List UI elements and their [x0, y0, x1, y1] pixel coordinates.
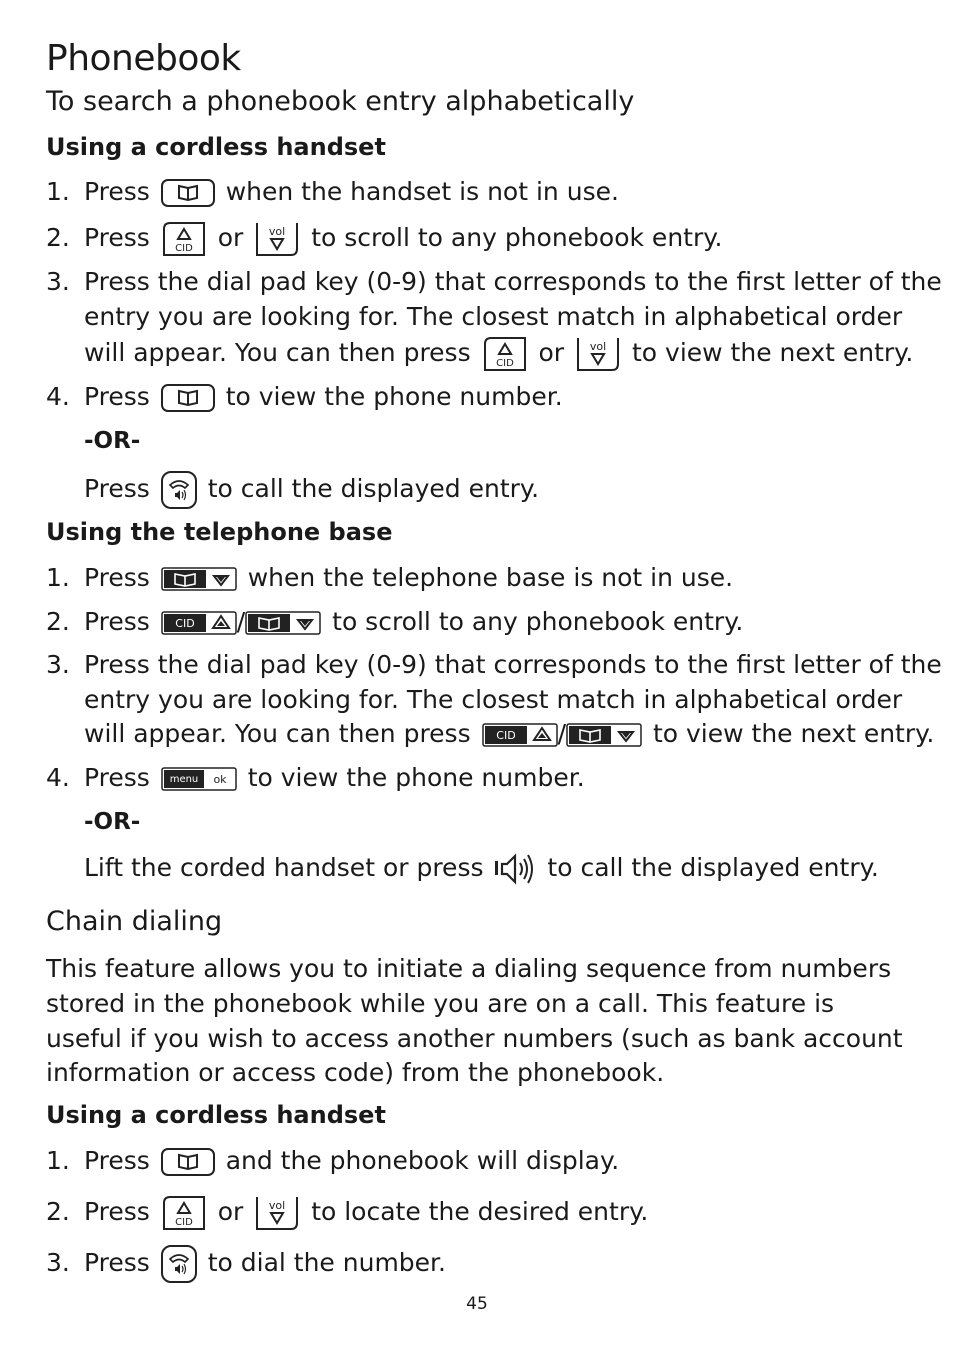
- base-step-1: 1. Press when the telephone base is not in use.: [46, 563, 734, 592]
- base-cid-up-key-icon: [482, 723, 558, 747]
- base-phonebook-down-key-icon: [161, 567, 237, 591]
- page-number: 45: [466, 1294, 488, 1314]
- vol-down-key-icon: [575, 336, 621, 372]
- speaker-icon: [493, 852, 537, 886]
- base-step-3-line-2: entry you are looking for. The closest match in alphabetical order: [84, 685, 903, 714]
- svg-text:vol: vol: [589, 340, 607, 353]
- menu-ok-key-icon: [161, 767, 237, 791]
- handset-step-3-line-3: will appear. You can then press CID or vol to view the next entry.: [84, 335, 913, 372]
- or-separator: -OR-: [84, 809, 141, 835]
- base-alt-step: Lift the corded handset or press to call the displayed entry.: [84, 850, 879, 886]
- section-heading-search: To search a phonebook entry alphabetically: [46, 86, 635, 117]
- handset-step-1: 1. Press when the handset is not in use.: [46, 177, 619, 206]
- chain-paragraph-line-4: information or access code) from the phonebook.: [46, 1058, 665, 1087]
- svg-text:vol: vol: [269, 1199, 286, 1212]
- svg-text:vol: vol: [269, 225, 286, 238]
- or-separator: -OR-: [84, 428, 141, 454]
- subheading-chain-handset: Using a cordless handset: [46, 1101, 386, 1129]
- vol-down-key-icon: [254, 221, 300, 257]
- base-step-3-line-1: 3. Press the dial pad key (0-9) that corresponds to the first letter of the: [46, 650, 942, 679]
- cid-up-key-icon: [161, 221, 207, 257]
- svg-text:CID: CID: [174, 243, 193, 254]
- base-step-3-line-3: will appear. You can then press CID / to view the next entry.: [84, 719, 935, 748]
- chain-step-3: 3. Press to dial the number.: [46, 1245, 446, 1283]
- svg-text:CID: CID: [495, 729, 516, 742]
- page-title: Phonebook: [46, 38, 241, 79]
- handset-step-2: 2. Press CID or vol to scroll to any phonebook entry.: [46, 220, 722, 257]
- talk-key-icon: [161, 1245, 197, 1283]
- base-phonebook-down-key-icon: [245, 611, 321, 635]
- svg-text:CID: CID: [175, 617, 195, 630]
- chain-paragraph-line-1: This feature allows you to initiate a dialing sequence from numbers: [46, 954, 892, 983]
- svg-text:CID: CID: [174, 1217, 193, 1228]
- chain-paragraph-line-3: useful if you wish to access another numbers (such as bank account: [46, 1024, 903, 1053]
- section-heading-chain-dialing: Chain dialing: [46, 906, 223, 937]
- svg-text:menu: menu: [169, 774, 199, 785]
- handset-step-4: 4. Press to view the phone number.: [46, 382, 563, 411]
- base-cid-up-key-icon: [161, 611, 237, 635]
- phonebook-key-icon: [161, 1148, 215, 1176]
- phonebook-key-icon: [161, 179, 215, 207]
- base-phonebook-down-key-icon: [566, 723, 642, 747]
- svg-text:ok: ok: [213, 773, 227, 786]
- cid-up-key-icon: [482, 336, 528, 372]
- handset-alt-step: Press to call the displayed entry.: [84, 471, 539, 509]
- vol-down-key-icon: [254, 1195, 300, 1231]
- base-step-2: 2. Press CID / to scroll to any phonebook entry.: [46, 607, 744, 636]
- subheading-base: Using the telephone base: [46, 518, 393, 546]
- handset-step-3-line-1: 3. Press the dial pad key (0-9) that corresponds to the first letter of the: [46, 267, 942, 296]
- cid-up-key-icon: [161, 1195, 207, 1231]
- phonebook-key-icon: [161, 384, 215, 412]
- talk-key-icon: [161, 471, 197, 509]
- chain-paragraph-line-2: stored in the phonebook while you are on a call. This feature is: [46, 989, 835, 1018]
- subheading-handset: Using a cordless handset: [46, 133, 386, 161]
- base-step-4: 4. Press menu ok to view the phone number.: [46, 763, 585, 792]
- chain-step-1: 1. Press and the phonebook will display.: [46, 1146, 620, 1175]
- handset-step-3-line-2: entry you are looking for. The closest match in alphabetical order: [84, 302, 903, 331]
- chain-step-2: 2. Press CID or vol to locate the desired entry.: [46, 1194, 648, 1231]
- svg-text:CID: CID: [495, 358, 514, 369]
